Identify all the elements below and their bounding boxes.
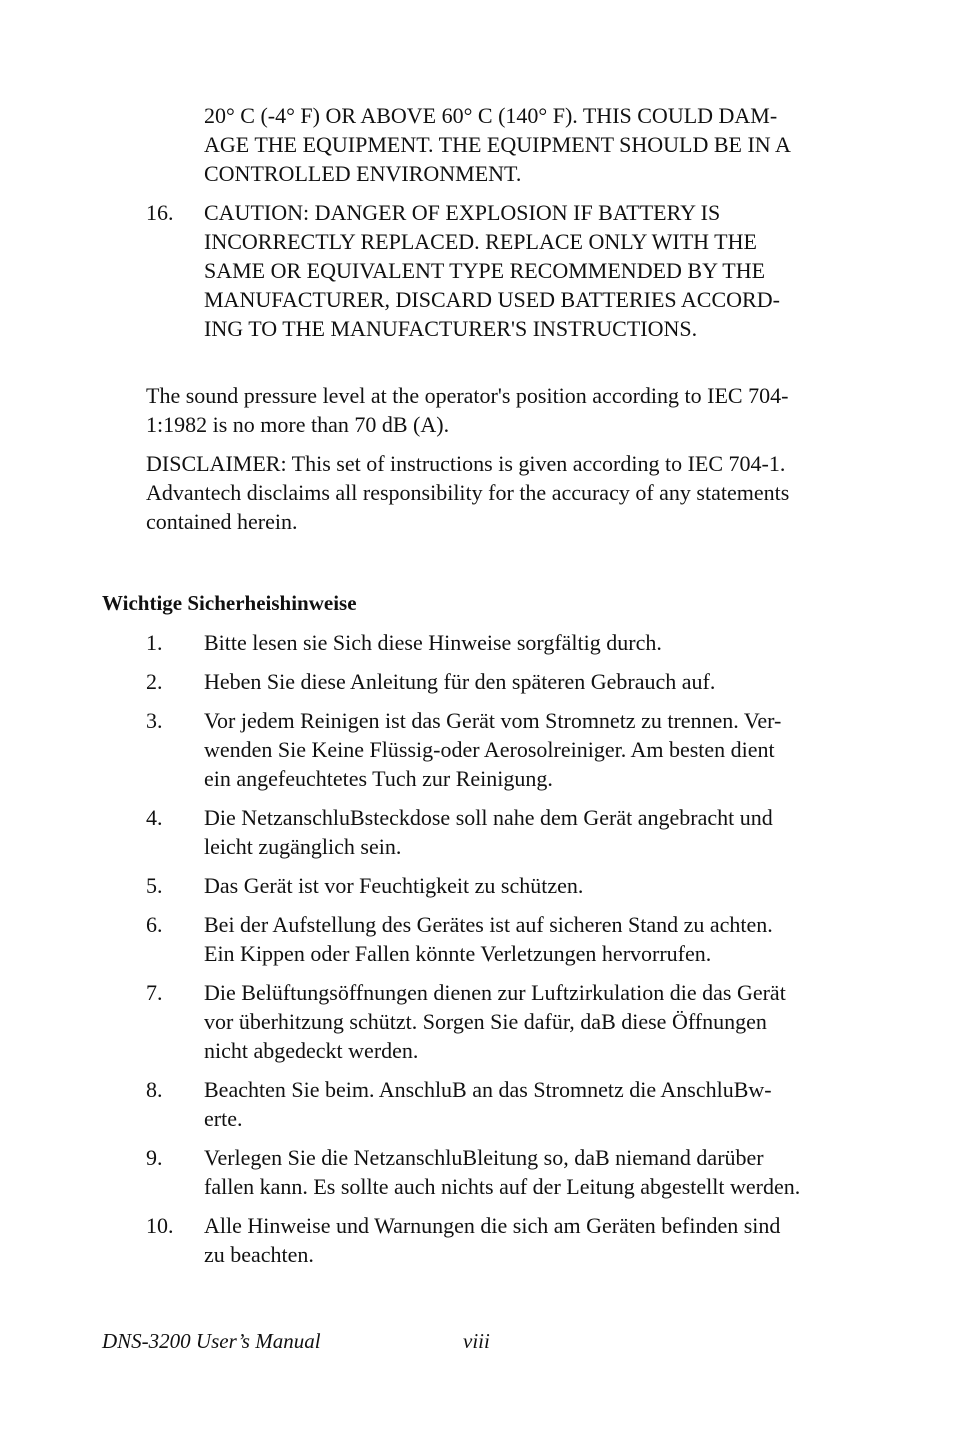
disclaimer-paragraph [146,449,856,536]
item-number: 4. [146,805,163,830]
item-number: 3. [146,708,163,733]
list-item [146,101,856,188]
list-item [146,1211,856,1269]
list-item [146,910,856,968]
item-line: Bitte lesen sie Sich diese Hinweise sorgfältig durch. [204,630,662,655]
item-line: Alle Hinweise und Warnungen die sich am Geräten befinden sind [204,1213,781,1238]
paragraph-line: DISCLAIMER: This set of instructions is given according to IEC 704-1. [146,451,786,476]
item-line: Heben Sie diese Anleitung für den späteren Gebrauch auf. [204,669,716,694]
paragraph-line: contained herein. [146,509,298,534]
list-item [146,706,856,793]
item-line: ING TO THE MANUFACTURER'S INSTRUCTIONS. [204,316,698,341]
item-number: 5. [146,873,163,898]
item-line: Verlegen Sie die NetzanschluBleitung so, daB niemand darüber [204,1145,764,1170]
list-item [146,198,856,343]
item-number: 16. [146,200,174,225]
list-item [146,667,856,696]
item-number: 7. [146,980,163,1005]
german-safety-list [146,628,856,1279]
item-line: Die Belüftungsöffnungen dienen zur Luftzirkulation die das Gerät [204,980,786,1005]
list-item [146,978,856,1065]
footer-page-number: viii [463,1329,490,1353]
paragraph-line: 1:1982 is no more than 70 dB (A). [146,412,450,437]
item-line: nicht abgedeckt werden. [204,1038,419,1063]
item-line: CAUTION: DANGER OF EXPLOSION IF BATTERY IS [204,200,721,225]
item-line: Die NetzanschluBsteckdose soll nahe dem Gerät angebracht und [204,805,773,830]
footer-manual-title: DNS-3200 User’s Manual [102,1329,321,1353]
item-line: INCORRECTLY REPLACED. REPLACE ONLY WITH THE [204,229,757,254]
item-line: Bei der Aufstellung des Gerätes ist auf sicheren Stand zu achten. [204,912,773,937]
item-line: AGE THE EQUIPMENT. THE EQUIPMENT SHOULD BE IN A [204,132,791,157]
item-line: wenden Sie Keine Flüssig-oder Aerosolreiniger. Am besten dient [204,737,775,762]
list-item [146,628,856,657]
item-number: 9. [146,1145,163,1170]
item-number: 6. [146,912,163,937]
item-line: Das Gerät ist vor Feuchtigkeit zu schützen. [204,873,584,898]
item-line: ein angefeuchtetes Tuch zur Reinigung. [204,766,553,791]
section-heading: Wichtige Sicherheishinweise [102,591,357,615]
item-line: Vor jedem Reinigen ist das Gerät vom Stromnetz zu trennen. Ver- [204,708,782,733]
item-line: erte. [204,1106,243,1131]
list-item [146,871,856,900]
paragraph-line: Advantech disclaims all responsibility for the accuracy of any statements [146,480,790,505]
item-line: Ein Kippen oder Fallen könnte Verletzungen hervorrufen. [204,941,712,966]
list-item [146,803,856,861]
list-item [146,1075,856,1133]
item-number: 2. [146,669,163,694]
item-line: zu beachten. [204,1242,314,1267]
paragraph-line: The sound pressure level at the operator's position according to IEC 704- [146,383,789,408]
item-line: CONTROLLED ENVIRONMENT. [204,161,522,186]
item-line: fallen kann. Es sollte auch nichts auf der Leitung abgestellt werden. [204,1174,801,1199]
item-number: 8. [146,1077,163,1102]
item-number: 10. [146,1213,174,1238]
caution-item [146,198,856,343]
continued-item [146,101,856,188]
item-line: SAME OR EQUIVALENT TYPE RECOMMENDED BY THE [204,258,766,283]
list-item [146,1143,856,1201]
item-line: vor überhitzung schützt. Sorgen Sie dafür, daB diese Öffnungen [204,1009,767,1034]
item-number: 1. [146,630,163,655]
item-line: 20° C (-4° F) OR ABOVE 60° C (140° F). THIS COULD DAM- [204,103,778,128]
item-line: Beachten Sie beim. AnschluB an das Stromnetz die AnschluBw- [204,1077,772,1102]
sound-pressure-paragraph [146,381,856,439]
item-line: leicht zugänglich sein. [204,834,402,859]
item-line: MANUFACTURER, DISCARD USED BATTERIES ACCORD- [204,287,780,312]
